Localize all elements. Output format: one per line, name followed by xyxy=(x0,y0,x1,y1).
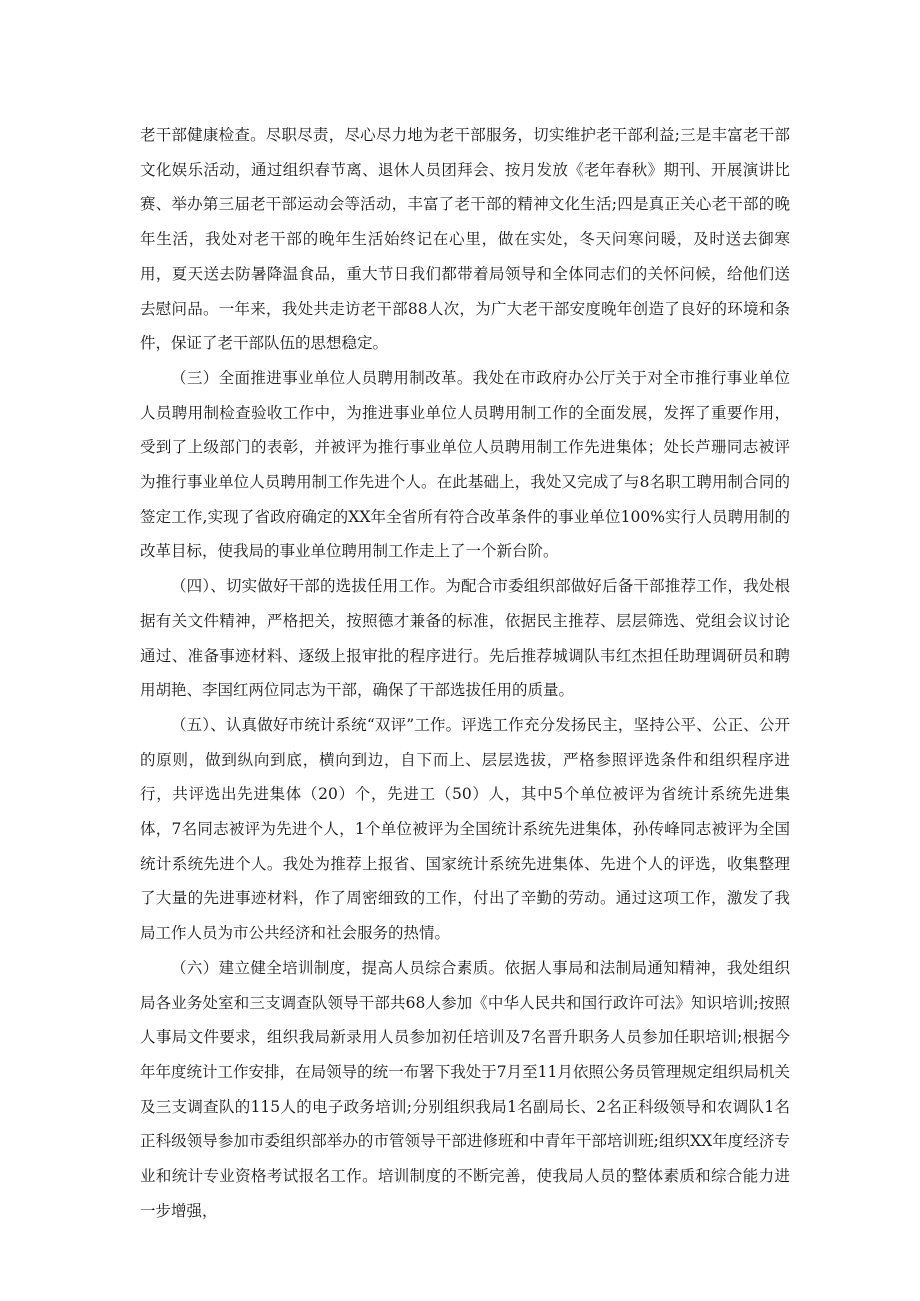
paragraph-cadre-selection: （四）、切实做好干部的选拔任用工作。为配合市委组织部做好后备干部推荐工作，我处根据有关文件精神，严格把关，按照德才兼备的标准，依据民主推荐、层层筛选、党组会议讨论通过、准备事迹材料、逐级上报审批的程序进行。先后推荐城调队韦红杰担任助理调研员和聘用胡艳、李国红两位同志为干部，确保了干部选拔任用的质量。 xyxy=(140,577,790,700)
paragraph-double-evaluation: （五）、认真做好市统计系统“双评”工作。评选工作充分发扬民主，坚持公平、公正、公开的原则，做到纵向到底，横向到边，自下而上、层层选拔，严格参照评选条件和组织程序进行，共评选出先进集体（20）个，先进工（50）人，其中5个单位被评为省统计系统先进集体，7名同志被评为先进个人，1个单位被评为全国统计系统先进集体，孙传峰同志被评为全国统计系统先进个人。我处为推荐上报省、国家统计系统先进集体、先进个人的评选，收集整理了大量的先进事迹材料，作了周密细致的工作，付出了辛勤的劳动。通过这项工作，激发了我局工作人员为市公共经济和社会服务的热情。 xyxy=(140,715,790,943)
document-body xyxy=(140,118,790,1229)
paragraph-employment-reform: （三）全面推进事业单位人员聘用制改革。我处在市政府办公厅关于对全市推行事业单位人员聘用制检查验收工作中，为推进事业单位人员聘用制工作的全面发展，发挥了重要作用，受到了上级部门的表彰，并被评为推行事业单位人员聘用制工作先进集体；处长芦珊同志被评为推行事业单位人员聘用制工作先进个人。在此基础上，我处又完成了与8名职工聘用制合同的签定工作,实现了省政府确定的XX年全省所有符合改革条件的事业单位100%实行人员聘用制的改革目标，使我局的事业单位聘用制工作走上了一个新台阶。 xyxy=(140,368,790,561)
paragraph-veteran-cadres: 老干部健康检查。尽职尽责，尽心尽力地为老干部服务，切实维护老干部利益;三是丰富老干部文化娱乐活动，通过组织春节离、退休人员团拜会、按月发放《老年春秋》期刊、开展演讲比赛、举办第三届老干部运动会等活动，丰富了老干部的精神文化生活;四是真正关心老干部的晚年生活，我处对老干部的晚年生活始终记在心里，做在实处，冬天问寒问暖，及时送去御寒用，夏天送去防暑降温食品，重大节日我们都带着局领导和全体同志们的关怀问候，给他们送去慰问品。一年来，我处共走访老干部88人次，为广大老干部安度晚年创造了良好的环境和条件，保证了老干部队伍的思想稳定。 xyxy=(140,126,790,353)
paragraph-training-system: （六）建立健全培训制度，提高人员综合素质。依据人事局和法制局通知精神，我处组织局各业务处室和三支调查队领导干部共68人参加《中华人民共和国行政许可法》知识培训;按照人事局文件要求，组织我局新录用人员参加初任培训及7名晋升职务人员参加任职培训;根据今年年度统计工作安排，在局领导的统一布署下我处于7月至11月依照公务员管理规定组织局机关及三支调查队的115人的电子政务培训;分别组织我局1名副局长、2名正科级领导和农调队1名正科级领导参加市委组织部举办的市管领导干部进修班和中青年干部培训班;组织XX年度经济专业和统计专业资格考试报名工作。培训制度的不断完善，使我局人员的整体素质和综合能力进一步增强， xyxy=(140,958,790,1220)
